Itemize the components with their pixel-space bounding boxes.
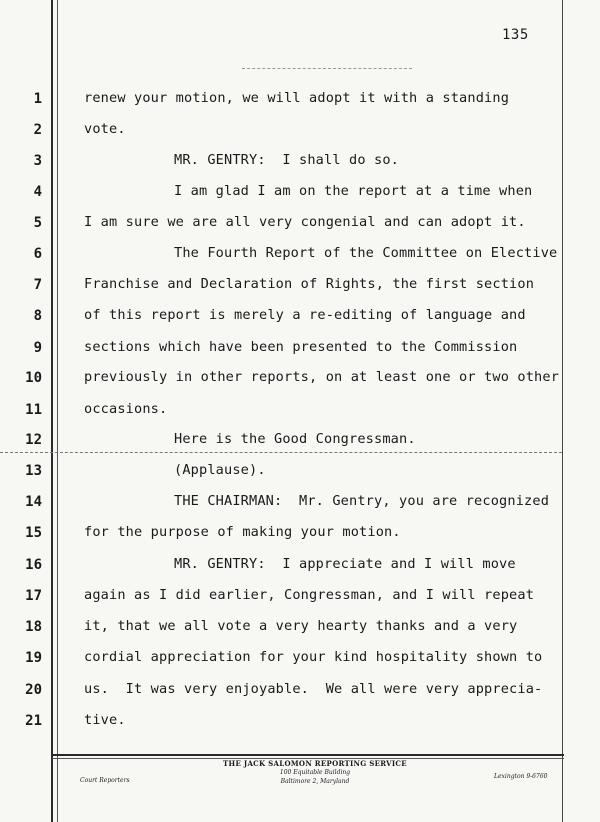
transcript-line: Franchise and Declaration of Rights, the first section [84, 276, 535, 292]
line-number: 13 [25, 463, 42, 479]
transcript-line: renew your motion, we will adopt it with a standing [84, 90, 510, 106]
transcript-line: cordial appreciation for your kind hospitality shown to [84, 649, 543, 665]
line-number: 14 [25, 494, 42, 510]
line-number: 19 [25, 650, 42, 666]
line-number: 21 [25, 713, 42, 729]
transcript-line: MR. GENTRY: I shall do so. [174, 152, 400, 168]
line-number: 9 [33, 340, 42, 356]
phone-number: Lexington 9-6760 [494, 773, 548, 780]
left-margin-rule [51, 0, 53, 822]
line-number: 6 [33, 246, 42, 262]
transcript-line: us. It was very enjoyable. We all were very apprecia- [84, 681, 543, 697]
line-number: 8 [33, 308, 42, 324]
transcript-line: MR. GENTRY: I appreciate and I will move [174, 556, 516, 572]
court-reporters-label: Court Reporters [80, 777, 130, 784]
line-number: 11 [25, 402, 42, 418]
line-number: 4 [33, 184, 42, 200]
left-margin-rule-inner [57, 0, 58, 822]
line-number: 7 [33, 277, 42, 293]
line-number: 3 [33, 153, 42, 169]
line-number: 10 [25, 370, 42, 386]
transcript-line: I am sure we are all very congenial and can adopt it. [84, 214, 526, 230]
page-number: 135 [502, 27, 529, 43]
right-margin-rule [562, 0, 563, 822]
transcript-line: for the purpose of making your motion. [84, 524, 401, 540]
transcript-line: again as I did earlier, Congressman, and I will repeat [84, 587, 535, 603]
transcript-line: it, that we all vote a very hearty thanks and a very [84, 618, 518, 634]
reporter-stamp [200, 759, 430, 786]
transcript-line: I am glad I am on the report at a time when [174, 183, 533, 199]
transcript-line: vote. [84, 121, 126, 137]
reporting-service-address-1: 100 Equitable Building [279, 769, 351, 776]
transcript-line: sections which have been presented to the Commission [84, 339, 518, 355]
reporting-service-name: THE JACK SALOMON REPORTING SERVICE [223, 759, 407, 768]
transcript-line: of this report is merely a re-editing of language and [84, 307, 526, 323]
line-number: 15 [25, 525, 42, 541]
line-number: 17 [25, 588, 42, 604]
line-number: 20 [25, 682, 42, 698]
transcript-line: occasions. [84, 401, 168, 417]
transcript-line: tive. [84, 712, 126, 728]
line-number: 5 [33, 215, 42, 231]
header-divider [242, 68, 412, 69]
footer-rule [52, 754, 564, 756]
transcript-line: THE CHAIRMAN: Mr. Gentry, you are recognized [174, 493, 550, 509]
reporting-service-address-2: Baltimore 2, Maryland [280, 778, 350, 785]
fold-line [0, 452, 562, 453]
transcript-line: Here is the Good Congressman. [174, 431, 416, 447]
line-number: 18 [25, 619, 42, 635]
transcript-line: (Applause). [174, 462, 266, 478]
line-number: 12 [25, 432, 42, 448]
transcript-line: previously in other reports, on at least one or two other [84, 369, 560, 385]
transcript-line: The Fourth Report of the Committee on Elective [174, 245, 558, 261]
line-number: 1 [33, 91, 42, 107]
line-number: 16 [25, 557, 42, 573]
line-number: 2 [33, 122, 42, 138]
